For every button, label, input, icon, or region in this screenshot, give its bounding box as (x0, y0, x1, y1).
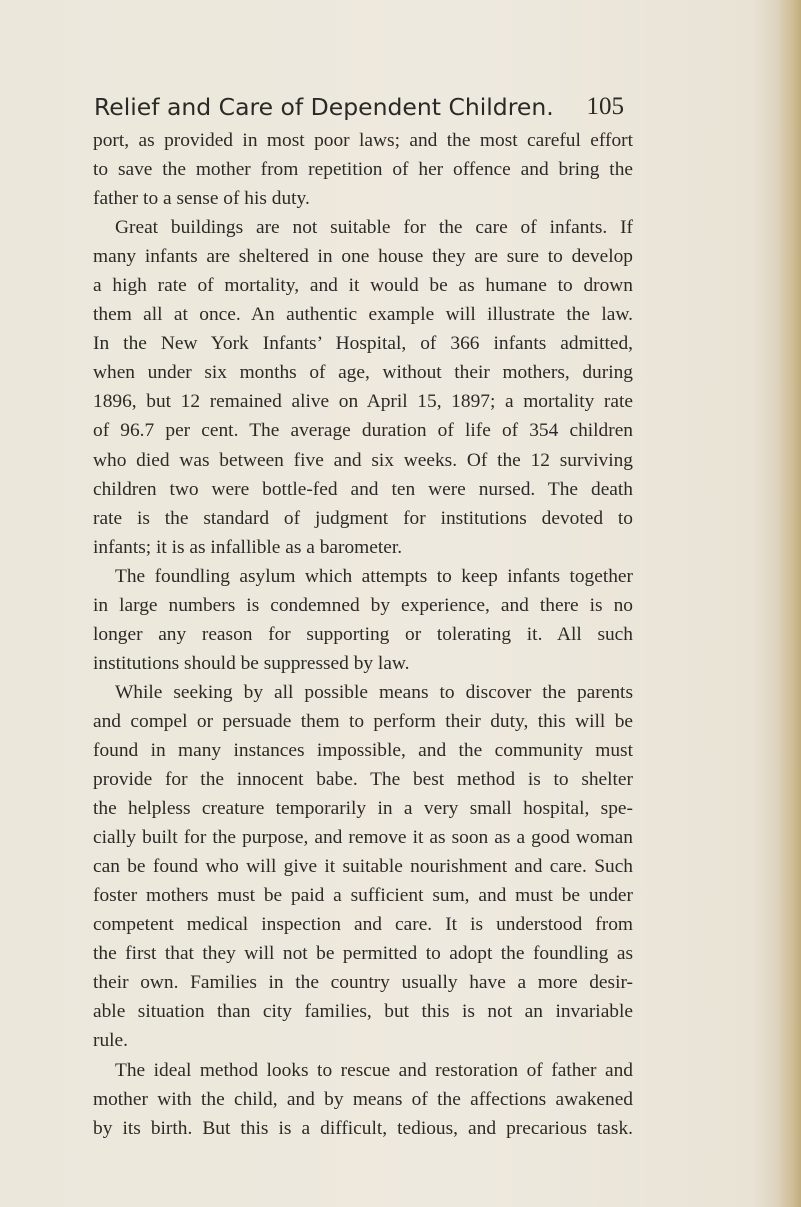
text-line: cially built for the purpose, and remove it as soon as a good woman (93, 827, 633, 849)
text-line: 1896, but 12 remained alive on April 15, 1897; a mortality rate (93, 391, 633, 413)
text-line: can be found who will give it suitable nourishment and care. Such (93, 856, 633, 878)
text-line: the first that they will not be permitted to adopt the foundling as (93, 943, 633, 965)
text-line: them all at once. An authentic example will illustrate the law. (93, 304, 633, 326)
text-line: provide for the innocent babe. The best method is to shelter (93, 769, 633, 791)
text-line: foster mothers must be paid a sufficient sum, and must be under (93, 885, 633, 907)
text-line: In the New York Infants’ Hospital, of 366 infants admitted, (93, 333, 633, 355)
text-line: and compel or persuade them to perform their duty, this will be (93, 710, 633, 732)
text-line: to save the mother from repetition of her offence and bring the (93, 159, 633, 181)
text-line: While seeking by all possible means to discover the parents (115, 681, 633, 703)
text-line: able situation than city families, but this is not an invariable (93, 1001, 633, 1023)
text-line: The ideal method looks to rescue and restoration of father and (115, 1059, 633, 1081)
text-line: rule. (93, 1030, 128, 1052)
text-line: children two were bottle-fed and ten were nursed. The death (93, 478, 633, 500)
text-line: The foundling asylum which attempts to keep infants together (115, 565, 633, 587)
text-line: competent medical inspection and care. It is understood from (93, 914, 633, 936)
text-line: their own. Families in the country usually have a more desir- (93, 972, 633, 994)
page-number: 105 (586, 93, 624, 120)
text-line: longer any reason for supporting or tolerating it. All such (93, 623, 633, 645)
text-line: found in many instances impossible, and the community must (93, 739, 633, 761)
text-line: who died was between five and six weeks. Of the 12 surviving (93, 449, 633, 471)
text-line: a high rate of mortality, and it would be as humane to drown (93, 275, 633, 297)
text-line: in large numbers is condemned by experience, and there is no (93, 594, 633, 616)
text-line: mother with the child, and by means of the affections awakened (93, 1088, 633, 1110)
text-line: by its birth. But this is a difficult, tedious, and precarious task. (93, 1117, 633, 1139)
text-line: Great buildings are not suitable for the care of infants. If (115, 217, 633, 239)
body-text (93, 126, 633, 1143)
text-line: port, as provided in most poor laws; and the most careful effort (93, 130, 633, 151)
text-line: of 96.7 per cent. The average duration of life of 354 children (93, 420, 633, 442)
text-line: when under six months of age, without their mothers, during (93, 362, 633, 384)
running-title: Relief and Care of Dependent Children. (94, 93, 554, 121)
text-line: many infants are sheltered in one house they are sure to develop (93, 246, 633, 268)
page-header (94, 90, 624, 130)
text-line: infants; it is as infallible as a barometer. (93, 536, 403, 558)
text-line: father to a sense of his duty. (93, 188, 310, 210)
text-line: rate is the standard of judgment for institutions devoted to (93, 507, 633, 529)
text-line: institutions should be suppressed by law. (93, 652, 410, 674)
text-line: the helpless creature temporarily in a very small hospital, spe- (93, 798, 633, 820)
page-edge (779, 0, 801, 1207)
